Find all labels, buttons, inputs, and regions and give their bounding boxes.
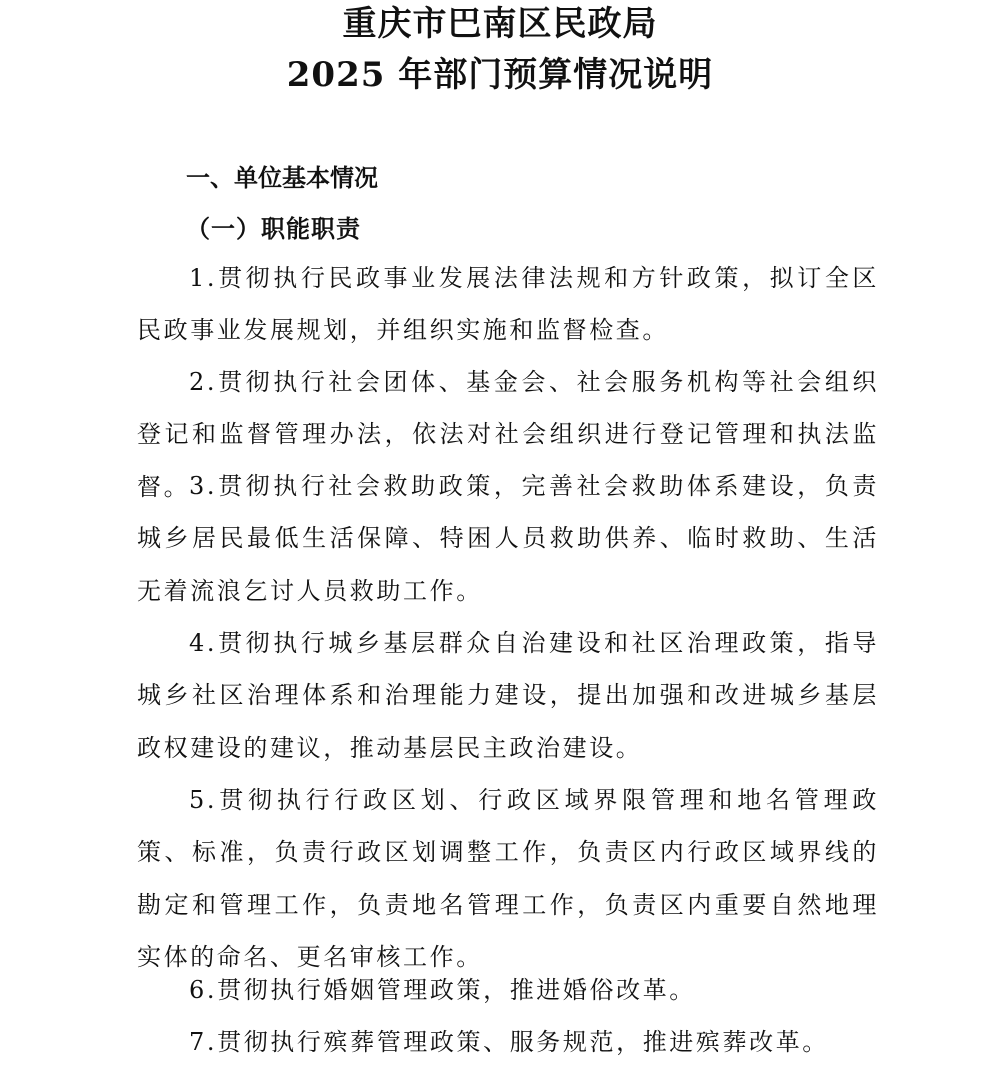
duty-paragraph-6: 6.贯彻执行婚姻管理政策，推进婚俗改革。 xyxy=(189,976,696,1004)
duty-paragraph-1: 1.贯彻执行民政事业发展法律法规和方针政策，拟订全区民政事业发展规划，并组织实施和监督检查。 xyxy=(137,264,879,345)
duty-paragraph-7: 7.贯彻执行殡葬管理政策、服务规范，推进殡葬改革。 xyxy=(189,1028,829,1056)
duty-paragraph-5: 5.贯彻执行行政区划、行政区域界限管理和地名管理政策、标准，负责行政区划调整工作，负责区内行政区域界线的勘定和管理工作，负责地名管理工作，负责区内重要自然地理实体的命名、更名审核工作。 xyxy=(137,786,879,971)
subsection-heading: （一）职能职责 xyxy=(186,214,361,243)
duty-paragraph-4: 4.贯彻执行城乡基层群众自治建设和社区治理政策，指导城乡社区治理体系和治理能力建设，提出加强和改进城乡基层政权建设的建议，推动基层民主政治建设。 xyxy=(137,629,879,762)
document-title-line1: 重庆市巴南区民政局 xyxy=(342,4,658,44)
document-title-line2: 2025 年部门预算情况说明 xyxy=(286,55,714,95)
duty-paragraph-2: 2.贯彻执行社会团体、基金会、社会服务机构等社会组织登记和监督管理办法，依法对社会组织进行登记管理和执法监督。 xyxy=(137,368,879,501)
section-heading: 一、单位基本情况 xyxy=(186,164,378,192)
duty-paragraph-3: 3.贯彻执行社会救助政策，完善社会救助体系建设，负责城乡居民最低生活保障、特困人员救助供养、临时救助、生活无着流浪乞讨人员救助工作。 xyxy=(137,472,879,605)
